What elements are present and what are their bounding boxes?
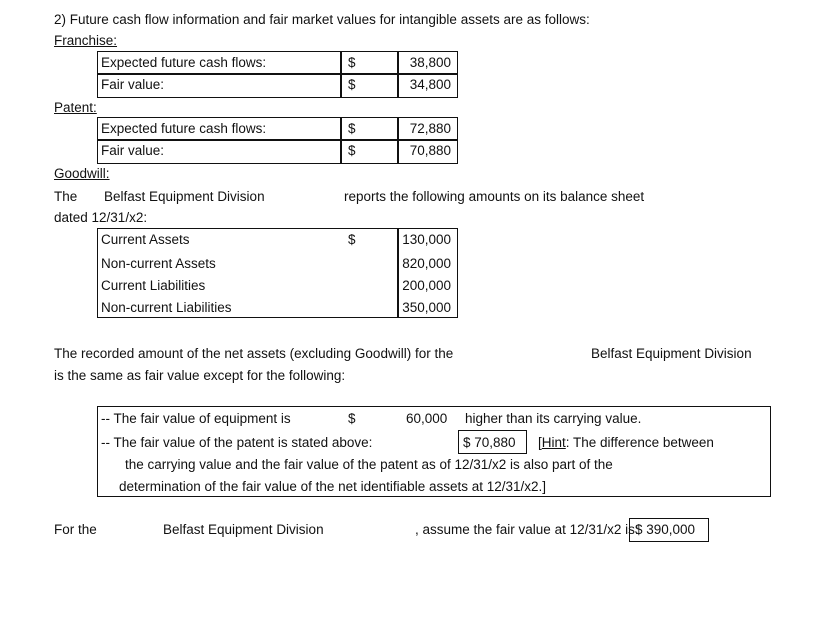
hint-rest: : The difference between xyxy=(565,435,714,450)
goodwill-division-name: Belfast Equipment Division xyxy=(104,189,265,204)
patent-expected-currency: $ xyxy=(348,121,356,136)
patent-note: -- The fair value of the patent is stated above: xyxy=(101,435,373,450)
noncurrent-assets-value: 820,000 xyxy=(402,256,451,271)
noncurrent-assets-label: Non-current Assets xyxy=(101,256,216,271)
noncurrent-liabilities-label: Non-current Liabilities xyxy=(101,300,232,315)
patent-label: Patent: xyxy=(54,100,97,115)
patent-note-value: $ 70,880 xyxy=(463,435,516,450)
equipment-note-suffix: higher than its carrying value. xyxy=(465,411,642,426)
franchise-expected-value: 38,800 xyxy=(409,55,451,70)
hint-open-bracket: [ xyxy=(538,435,542,450)
goodwill-dated: dated 12/31/x2: xyxy=(54,210,148,225)
goodwill-intro-rest: reports the following amounts on its balance sheet xyxy=(344,189,645,204)
net-assets-line1: The recorded amount of the net assets (excluding Goodwill) for the xyxy=(54,346,454,361)
footer-for-the: For the xyxy=(54,522,97,537)
current-assets-value: 130,000 xyxy=(402,232,451,247)
franchise-expected-label: Expected future cash flows: xyxy=(101,55,267,70)
equipment-value: 60,000 xyxy=(406,411,448,426)
equipment-currency: $ xyxy=(348,411,356,426)
hint-word: Hint xyxy=(541,435,566,450)
question-heading: 2) Future cash flow information and fair market values for intangible assets are as follows: xyxy=(54,12,590,27)
footer-rest: , assume the fair value at 12/31/x2 is: xyxy=(415,522,639,537)
answer-value: $ 390,000 xyxy=(635,522,696,537)
patent-expected-value: 72,880 xyxy=(409,121,451,136)
net-assets-division: Belfast Equipment Division xyxy=(591,346,752,361)
equipment-note: -- The fair value of equipment is xyxy=(101,411,291,426)
patent-fair-label: Fair value: xyxy=(101,143,165,158)
hint-text xyxy=(538,435,714,450)
current-liabilities-label: Current Liabilities xyxy=(101,278,206,293)
patent-expected-label: Expected future cash flows: xyxy=(101,121,267,136)
franchise-expected-currency: $ xyxy=(348,55,356,70)
footer-division: Belfast Equipment Division xyxy=(163,522,324,537)
net-assets-line2: is the same as fair value except for the following: xyxy=(54,368,346,383)
franchise-label: Franchise: xyxy=(54,33,118,48)
goodwill-intro-the: The xyxy=(54,189,78,204)
franchise-fair-currency: $ xyxy=(348,77,356,92)
patent-fair-value: 70,880 xyxy=(409,143,451,158)
current-assets-label: Current Assets xyxy=(101,232,190,247)
hint-line4: determination of the fair value of the net identifiable assets at 12/31/x2.] xyxy=(119,479,547,494)
franchise-fair-value: 34,800 xyxy=(409,77,451,92)
patent-fair-currency: $ xyxy=(348,143,356,158)
current-liabilities-value: 200,000 xyxy=(402,278,451,293)
franchise-fair-label: Fair value: xyxy=(101,77,165,92)
noncurrent-liabilities-value: 350,000 xyxy=(402,300,451,315)
current-assets-currency: $ xyxy=(348,232,356,247)
goodwill-label: Goodwill: xyxy=(54,166,110,181)
hint-line3: the carrying value and the fair value of the patent as of 12/31/x2 is also part of the xyxy=(125,457,613,472)
